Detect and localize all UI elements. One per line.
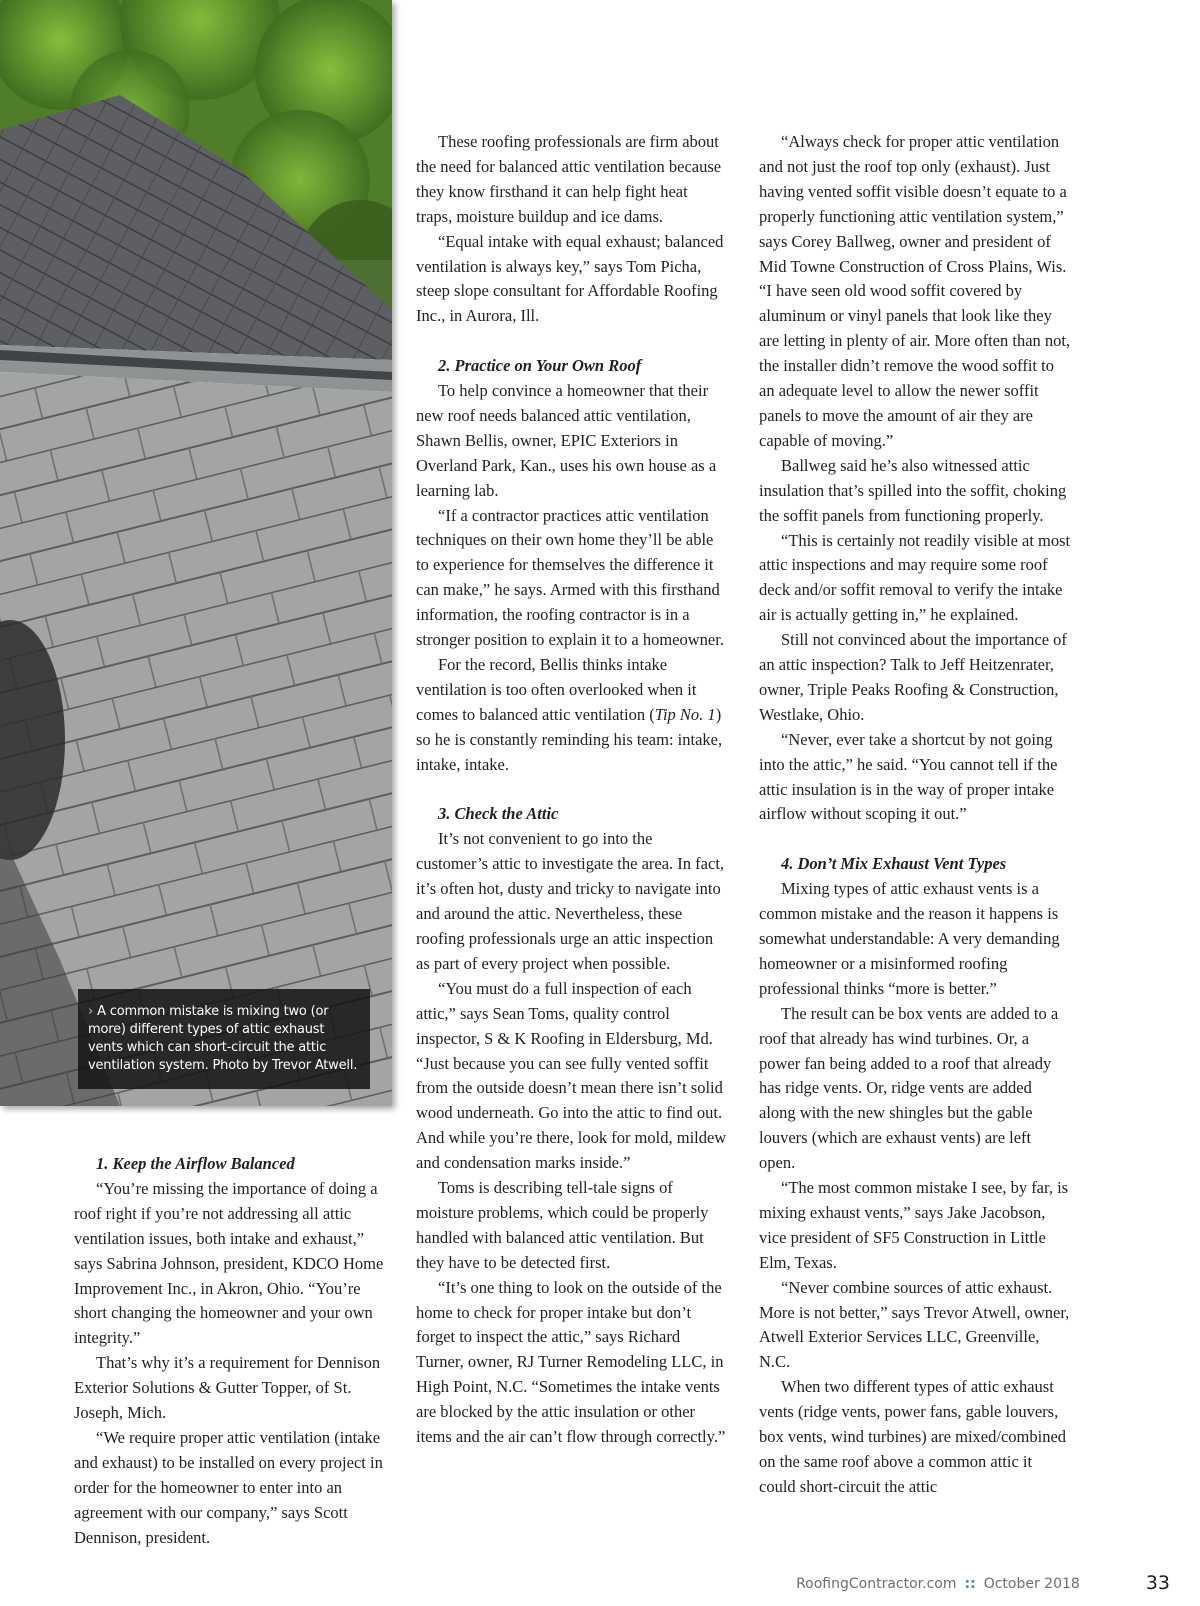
section-heading-2: 2. Practice on Your Own Roof [438,356,642,376]
page-footer [796,1572,1170,1594]
paragraph: Ballweg said he’s also witnessed attic insulation that’s spilled into the soffit, choking the soffit panels from functioning properly. [759,455,1067,525]
chevron-right-icon: › [88,1004,94,1019]
section-heading-4: 4. Don’t Mix Exhaust Vent Types [781,854,1007,874]
roof-photo [0,0,392,1106]
footer-site: RoofingContractor.com [796,1576,957,1592]
paragraph: “We require proper attic ventilation (intake and exhaust) to be installed on every project in order for the homeowner to enter into an agreement with our company,” says Scott Dennison, president. [74,1427,383,1547]
paragraph-text: ) so he is constantly reminding his team: intake, intake, intake. [416,704,723,774]
paragraph: “Never combine sources of attic exhaust. More is not better,” says Trevor Atwell, owner, Atwell Exterior Services LLC, Greenville, N.C. [759,1277,1070,1372]
paragraph: “It’s one thing to look on the outside of the home to check for proper intake but don’t forget to inspect the attic,” says Richard Turner, owner, RJ Turner Remodeling LLC, in High Point, N.C. “Sometimes the intake vents are blocked by the attic insulation or other items and the air can’t flow through correctly.” [416,1277,726,1447]
paragraph: Toms is describing tell-tale signs of moisture problems, which could be properly handled with balanced attic ventilation. But they have to be detected first. [416,1178,709,1272]
paragraph: When two different types of attic exhaust vents (ridge vents, power fans, gable louvers, box vents, wind turbines) are mixed/combined on the same roof above a common attic it could short-circuit the attic [759,1377,1067,1496]
paragraph: “If a contractor practices attic ventilation techniques on their own home they’ll be able to experience for themselves the difference it can make,” he says. Armed with this firsthand information, the roofing contractor is in a stronger position to explain it to a homeowner. [416,505,724,650]
roof-photo-illustration [0,0,392,1106]
footer-date: October 2018 [983,1576,1080,1592]
paragraph: “Never, ever take a shortcut by not going into the attic,” he said. “You cannot tell if the attic insulation is in the way of proper intake airflow without scoping it out.” [759,729,1058,824]
paragraph: These roofing professionals are firm about the need for balanced attic ventilation because they know firsthand it can help fight heat traps, moisture buildup and ice dams. [416,132,722,226]
column-3 [759,130,1071,1500]
photo-caption [78,989,370,1089]
paragraph: “Equal intake with equal exhaust; balanced ventilation is always key,” says Tom Picha, steep slope consultant for Affordable Roofing Inc., in Aurora, Ill. [416,231,724,326]
column-2 [416,130,728,1450]
section-heading-3: 3. Check the Attic [438,804,559,824]
footer-separator: :: [964,1576,976,1592]
paragraph: The result can be box vents are added to a roof that already has wind turbines. Or, a power fan being added to a roof that already has ridge vents. Or, ridge vents are added along with the new shingles but the gable louvers (which are exhaust vents) are left open. [759,1003,1059,1173]
paragraph: It’s not convenient to go into the customer’s attic to investigate the area. In fact, it’s often hot, dusty and tricky to navigate into and around the attic. Nevertheless, these roofing professionals urge an attic inspection as part of every project when possible. [416,829,725,973]
paragraph [416,653,728,778]
column-1 [74,1152,386,1551]
paragraph: “Always check for proper attic ventilation and not just the roof top only (exhaust). Just having vented soffit visible doesn’t equate to a properly functioning attic ventilation system,” says Corey Ballweg, owner and president of Mid Towne Construction of Cross Plains, Wis. “I have seen old wood soffit covered by aluminum or vinyl panels that look like they are letting in plenty of air. More often than not, the installer didn’t remove the wood soffit to an adequate level to allow the newer soffit panels to move the amount of air they are capable of moving.” [759,132,1071,450]
paragraph: That’s why it’s a requirement for Dennison Exterior Solutions & Gutter Topper, of St. Joseph, Mich. [74,1353,381,1423]
paragraph: “You must do a full inspection of each attic,” says Sean Toms, quality control inspector, S & K Roofing in Eldersburg, Md. “Just because you can see fully vented soffit from the outside doesn’t mean there isn’t solid wood underneath. Go into the attic to find out. And while you’re there, look for mold, mildew and condensation marks inside.” [416,978,727,1173]
tip-reference: Tip No. 1 [654,704,716,724]
paragraph: “This is certainly not readily visible at most attic inspections and may require some roof deck and/or soffit removal to verify the intake air is actually getting in,” he explained. [759,530,1071,625]
page-number: 33 [1145,1572,1170,1594]
section-heading-1: 1. Keep the Airflow Balanced [96,1154,295,1173]
paragraph: To help convince a homeowner that their new roof needs balanced attic ventilation, Shawn Bellis, owner, EPIC Exteriors in Overland Park, Kan., uses his own house as a learning lab. [416,381,717,500]
paragraph-text: For the record, Bellis thinks intake ventilation is too often overlooked when it comes to balanced attic ventilation ( [416,655,697,724]
photo-caption-text: A common mistake is mixing two (or more) different types of attic exhaust vents which can short-circuit the attic ventilation system. Photo by Trevor Atwell. [88,1004,358,1073]
paragraph: Still not convinced about the importance of an attic inspection? Talk to Jeff Heitzenrater, owner, Triple Peaks Roofing & Construction, Westlake, Ohio. [759,630,1067,724]
paragraph: Mixing types of attic exhaust vents is a common mistake and the reason it happens is somewhat understandable: A very demanding homeowner or a misinformed roofing professional thinks “more is better.” [759,879,1060,998]
paragraph: “The most common mistake I see, by far, is mixing exhaust vents,” says Jake Jacobson, vice president of SF5 Construction in Little Elm, Texas. [759,1178,1069,1272]
paragraph: “You’re missing the importance of doing a roof right if you’re not addressing all attic ventilation issues, both intake and exhaust,” says Sabrina Johnson, president, KDCO Home Improvement Inc., in Akron, Ohio. “You’re short changing the homeowner and your own integrity.” [74,1178,384,1348]
